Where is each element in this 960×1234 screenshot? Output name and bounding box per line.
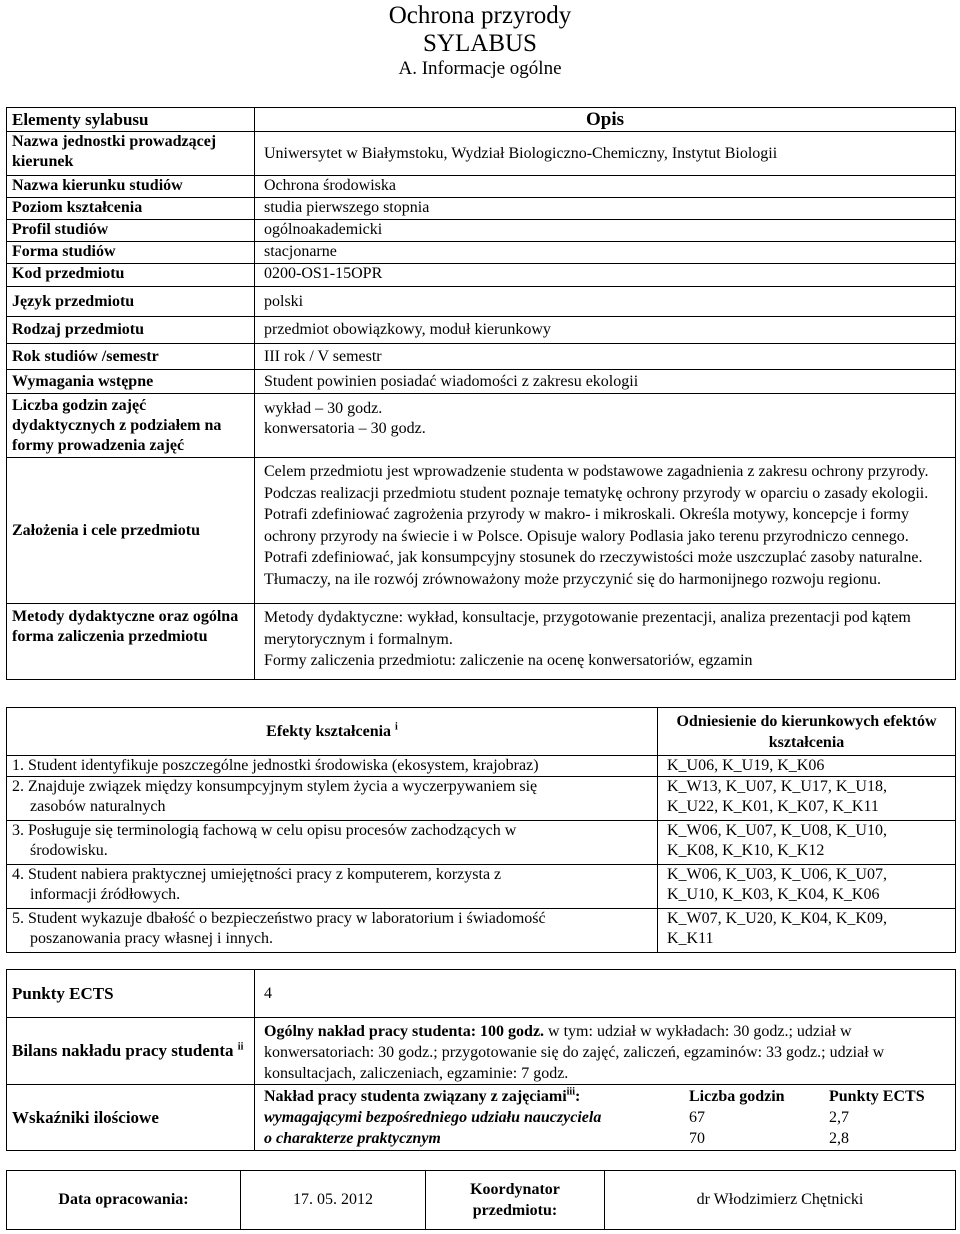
info-value: ogólnoakademicki bbox=[255, 220, 956, 242]
outcome-reference: K_W13, K_U07, K_U17, K_U18, K_U22, K_K01, K_K07, K_K11 bbox=[658, 777, 956, 821]
goals-value: Celem przedmiotu jest wprowadzenie studenta w podstawowe zagadnienia z zakresu ochrony przyrody. Podczas realizacji przedmiotu student poznaje tematykę ochrony przyrody w oparciu o zasady ekologii. Potrafi zdefiniować zagrożenia przyrody w makro- i mikroskali. Określa motywy, koncepcje i formy ochrony przyrody na świecie i w Polsce. Opisuje walory Podlasia jako terenu przyrodniczo cennego. Potrafi zdefiniować, jak konsumpcyjny stosunek do rzeczywistości może uszczuplać zasoby naturalne. Tłumaczy, na ile rozwój zrównoważony może przyczynić się do harmonijnego rozwoju regionu. bbox=[255, 458, 956, 604]
indicator-row-label: wymagającymi bezpośredniego udziału nauczyciela bbox=[264, 1109, 602, 1126]
info-value: przedmiot obowiązkowy, moduł kierunkowy bbox=[255, 317, 956, 344]
outcome-reference: K_W07, K_U20, K_K04, K_K09, K_K11 bbox=[658, 909, 956, 953]
indicator-row-hours: 70 bbox=[689, 1130, 705, 1147]
info-value: stacjonarne bbox=[255, 242, 956, 264]
info-label: Profil studiów bbox=[7, 220, 255, 242]
hours-label: Liczba godzin zajęć dydaktycznych z podziałem na formy prowadzenia zajęć bbox=[7, 394, 255, 458]
workload-value: Ogólny nakład pracy studenta: 100 godz. w tym: udział w wykładach: 30 godz.; udział w konwersatoriach: 30 godz.; przygotowanie się do zajęć, zaliczeń, egzaminów: 33 godz.; udział w konsultacjach, zaliczeniach, egzaminie: 7 godz. bbox=[255, 1018, 956, 1085]
workload-label: Bilans nakładu pracy studenta $^{ii}$ bbox=[7, 1018, 255, 1085]
info-value: III rok / V semestr bbox=[255, 344, 956, 370]
indicators-inner-table bbox=[264, 1086, 946, 1149]
indicator-row-label: o charakterze praktycznym bbox=[264, 1130, 441, 1147]
methods-didactic: Metody dydaktyczne: wykład, konsultacje, przygotowanie prezentacji, analiza prezentacji pod kątem merytorycznym i formalnym. bbox=[264, 609, 911, 648]
ects-table bbox=[6, 969, 956, 1151]
hours-column-header: Liczba godzin bbox=[689, 1088, 785, 1105]
outcome-reference: K_W06, K_U03, K_U06, K_U07, K_U10, K_K03, K_K04, K_K06 bbox=[658, 865, 956, 909]
coordinator-value: dr Włodzimierz Chętnicki bbox=[605, 1171, 956, 1230]
info-value: Uniwersytet w Białymstoku, Wydział Biologiczno-Chemiczny, Instytut Biologii bbox=[255, 132, 956, 176]
ects-label: Punkty ECTS bbox=[7, 970, 255, 1018]
info-value: polski bbox=[255, 287, 956, 317]
indicators-header: Nakład pracy studenta związany z zajęciami$^{iii}$: bbox=[264, 1086, 581, 1105]
info-label: Forma studiów bbox=[7, 242, 255, 264]
syllabus-info-table bbox=[6, 107, 956, 680]
outcomes-header: Efekty kształcenia $^i$ bbox=[7, 708, 658, 756]
hours-conversatory: konwersatoria – 30 godz. bbox=[264, 419, 426, 437]
outcome-row: 1. Student identyfikuje poszczególne jednostki środowiska (ekosystem, krajobraz) bbox=[7, 756, 658, 777]
outcome-row: 5. Student wykazuje dbałość o bezpieczeństwo pracy w laboratorium i świadomość poszanowania pracy własnej i innych. bbox=[7, 909, 658, 953]
hours-lecture: wykład – 30 godz. bbox=[264, 399, 383, 417]
info-label: Rok studiów /semestr bbox=[7, 344, 255, 370]
info-label: Wymagania wstępne bbox=[7, 370, 255, 394]
info-value: Ochrona środowiska bbox=[255, 176, 956, 198]
hours-value bbox=[255, 394, 956, 458]
date-value: 17. 05. 2012 bbox=[241, 1171, 426, 1230]
section-heading: A. Informacje ogólne bbox=[398, 58, 562, 79]
info-label: Kod przedmiotu bbox=[7, 264, 255, 287]
document-title: Ochrona przyrody bbox=[388, 2, 572, 29]
methods-label: Metody dydaktyczne oraz ogólna forma zaliczenia przedmiotu bbox=[7, 604, 255, 680]
date-label: Data opracowania: bbox=[7, 1171, 241, 1230]
info-label: Poziom kształcenia bbox=[7, 198, 255, 220]
outcome-row: 4. Student nabiera praktycznej umiejętności pracy z komputerem, korzysta z informacji źródłowych. bbox=[7, 865, 658, 909]
indicators-label: Wskaźniki ilościowe bbox=[7, 1085, 255, 1151]
footer-table bbox=[6, 1170, 956, 1230]
info-value: Student powinien posiadać wiadomości z zakresu ekologii bbox=[255, 370, 956, 394]
document-subtitle: SYLABUS bbox=[423, 30, 537, 57]
goals-label: Założenia i cele przedmiotu bbox=[7, 458, 255, 604]
col-header-description: Opis bbox=[255, 108, 956, 132]
outcome-row: 2. Znajduje związek między konsumpcyjnym stylem życia a wyczerpywaniem się zasobów naturalnych bbox=[7, 777, 658, 821]
indicator-row-points: 2,8 bbox=[829, 1130, 849, 1147]
info-label: Nazwa kierunku studiów bbox=[7, 176, 255, 198]
outcomes-reference-header: Odniesienie do kierunkowych efektów kształcenia bbox=[658, 708, 956, 756]
info-value: 0200-OS1-15OPR bbox=[255, 264, 956, 287]
outcome-reference: K_W06, K_U07, K_U08, K_U10, K_K08, K_K10, K_K12 bbox=[658, 821, 956, 865]
col-header-elements: Elementy sylabusu bbox=[7, 108, 255, 132]
info-value: studia pierwszego stopnia bbox=[255, 198, 956, 220]
outcome-row: 3. Posługuje się terminologią fachową w celu opisu procesów zachodzących w środowisku. bbox=[7, 821, 658, 865]
ects-value: 4 bbox=[255, 970, 956, 1018]
info-label: Nazwa jednostki prowadzącej kierunek bbox=[7, 132, 255, 176]
coordinator-label: Koordynator przedmiotu: bbox=[426, 1171, 605, 1230]
outcome-reference: K_U06, K_U19, K_K06 bbox=[658, 756, 956, 777]
info-label: Język przedmiotu bbox=[7, 287, 255, 317]
ects-column-header: Punkty ECTS bbox=[829, 1088, 925, 1105]
info-label: Rodzaj przedmiotu bbox=[7, 317, 255, 344]
methods-value bbox=[255, 604, 956, 680]
indicator-row-hours: 67 bbox=[689, 1109, 705, 1126]
indicators-value bbox=[255, 1085, 956, 1151]
indicator-row-points: 2,7 bbox=[829, 1109, 849, 1126]
methods-assessment: Formy zaliczenia przedmiotu: zaliczenie na ocenę konwersatoriów, egzamin bbox=[264, 652, 753, 669]
learning-outcomes-table bbox=[6, 707, 956, 953]
